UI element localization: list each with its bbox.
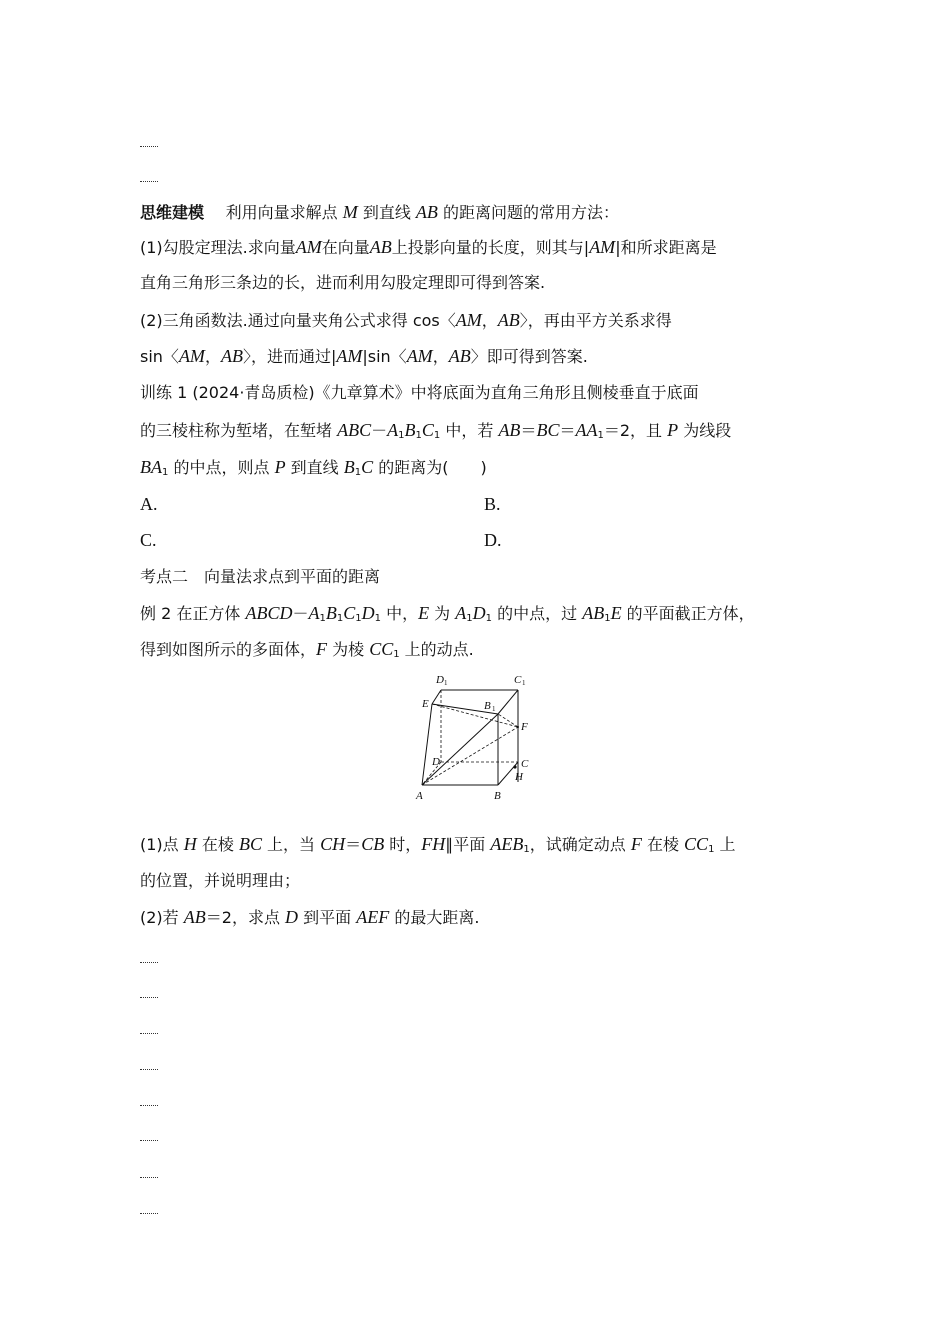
method1-line1: (1)勾股定理法.求向量AM在向量AB上投影向量的长度，则其与|AM|和所求距离是	[140, 237, 717, 257]
answer-blank-10	[140, 1213, 158, 1214]
training-line3: $BA_1$ 的中点，则点 P 到直线 $B_1C$ 的距离为( )	[140, 457, 487, 478]
label-h: H	[515, 771, 523, 783]
polyhedron-figure	[410, 672, 540, 808]
question1-line1: (1)点 H 在棱 BC 上，当 CH＝CB 时，FH∥平面 $AEB_1$，试确定动点 F 在棱 $CC_1$ 上	[140, 834, 736, 855]
label-b: B	[494, 790, 501, 802]
label-c1-sub: 1	[522, 679, 526, 687]
model-heading-line	[140, 200, 619, 225]
answer-blank-4	[140, 997, 158, 998]
label-e: E	[422, 698, 429, 710]
model-intro: 利用向量求解点 M 到直线 AB 的距离问题的常用方法：	[225, 202, 620, 222]
training-label: 训练 1	[140, 383, 188, 402]
label-c: C	[521, 758, 529, 770]
option-d[interactable]: D.	[484, 530, 502, 550]
question1-line2: 的位置，并说明理由；	[140, 871, 301, 890]
label-a: A	[416, 790, 423, 802]
label-d1: D	[436, 674, 444, 686]
label-f: F	[521, 721, 528, 733]
option-b[interactable]: B.	[484, 494, 501, 514]
example-line2: 得到如图所示的多面体，F 为棱 $CC_1$ 上的动点.	[140, 639, 474, 660]
answer-blank-8	[140, 1140, 158, 1141]
model-title: 思维建模	[140, 203, 205, 222]
question2: (2)若 AB＝2，求点 D 到平面 AEF 的最大距离.	[140, 907, 480, 927]
example-label: 例 2	[140, 604, 172, 623]
label-b1-sub: 1	[492, 705, 496, 713]
training-line1	[140, 381, 699, 405]
training-text-1: (2024·青岛质检)《九章算术》中将底面为直角三角形且侧棱垂直于底面	[192, 383, 699, 402]
label-d: D	[432, 756, 440, 768]
answer-blank-9	[140, 1177, 158, 1178]
method1-line2: 直角三角形三条边的长，进而利用勾股定理即可得到答案.	[140, 273, 546, 292]
training-line2: 的三棱柱称为堑堵，在堑堵 $ABC-A_1B_1C_1$ 中，若 $AB=BC=AA_1=2$，且 P 为线段	[140, 420, 732, 441]
label-c1: C	[514, 674, 522, 686]
answer-blank-3	[140, 962, 158, 963]
answer-blank-1	[140, 146, 158, 147]
answer-blank-7	[140, 1105, 158, 1106]
label-d1-sub: 1	[444, 679, 448, 687]
label-b1: B	[484, 700, 491, 712]
answer-blank-5	[140, 1033, 158, 1034]
answer-blank-2	[140, 181, 158, 182]
option-a[interactable]: A.	[140, 494, 158, 514]
method2-line2: sin〈AM，AB〉，进而通过|AM|sin〈AM，AB〉即可得到答案.	[140, 346, 588, 366]
option-c[interactable]: C.	[140, 530, 157, 550]
section-title: 考点二 向量法求点到平面的距离	[140, 567, 381, 586]
example-line1: 例 2 在正方体 $ABCD-A_1B_1C_1D_1$ 中，E 为 $A_1D_1$ 的中点，过 $AB_1E$ 的平面截正方体，	[140, 603, 755, 624]
answer-blank-6	[140, 1069, 158, 1070]
method2-line1: (2)三角函数法.通过向量夹角公式求得 cos〈AM，AB〉，再由平方关系求得	[140, 310, 672, 330]
